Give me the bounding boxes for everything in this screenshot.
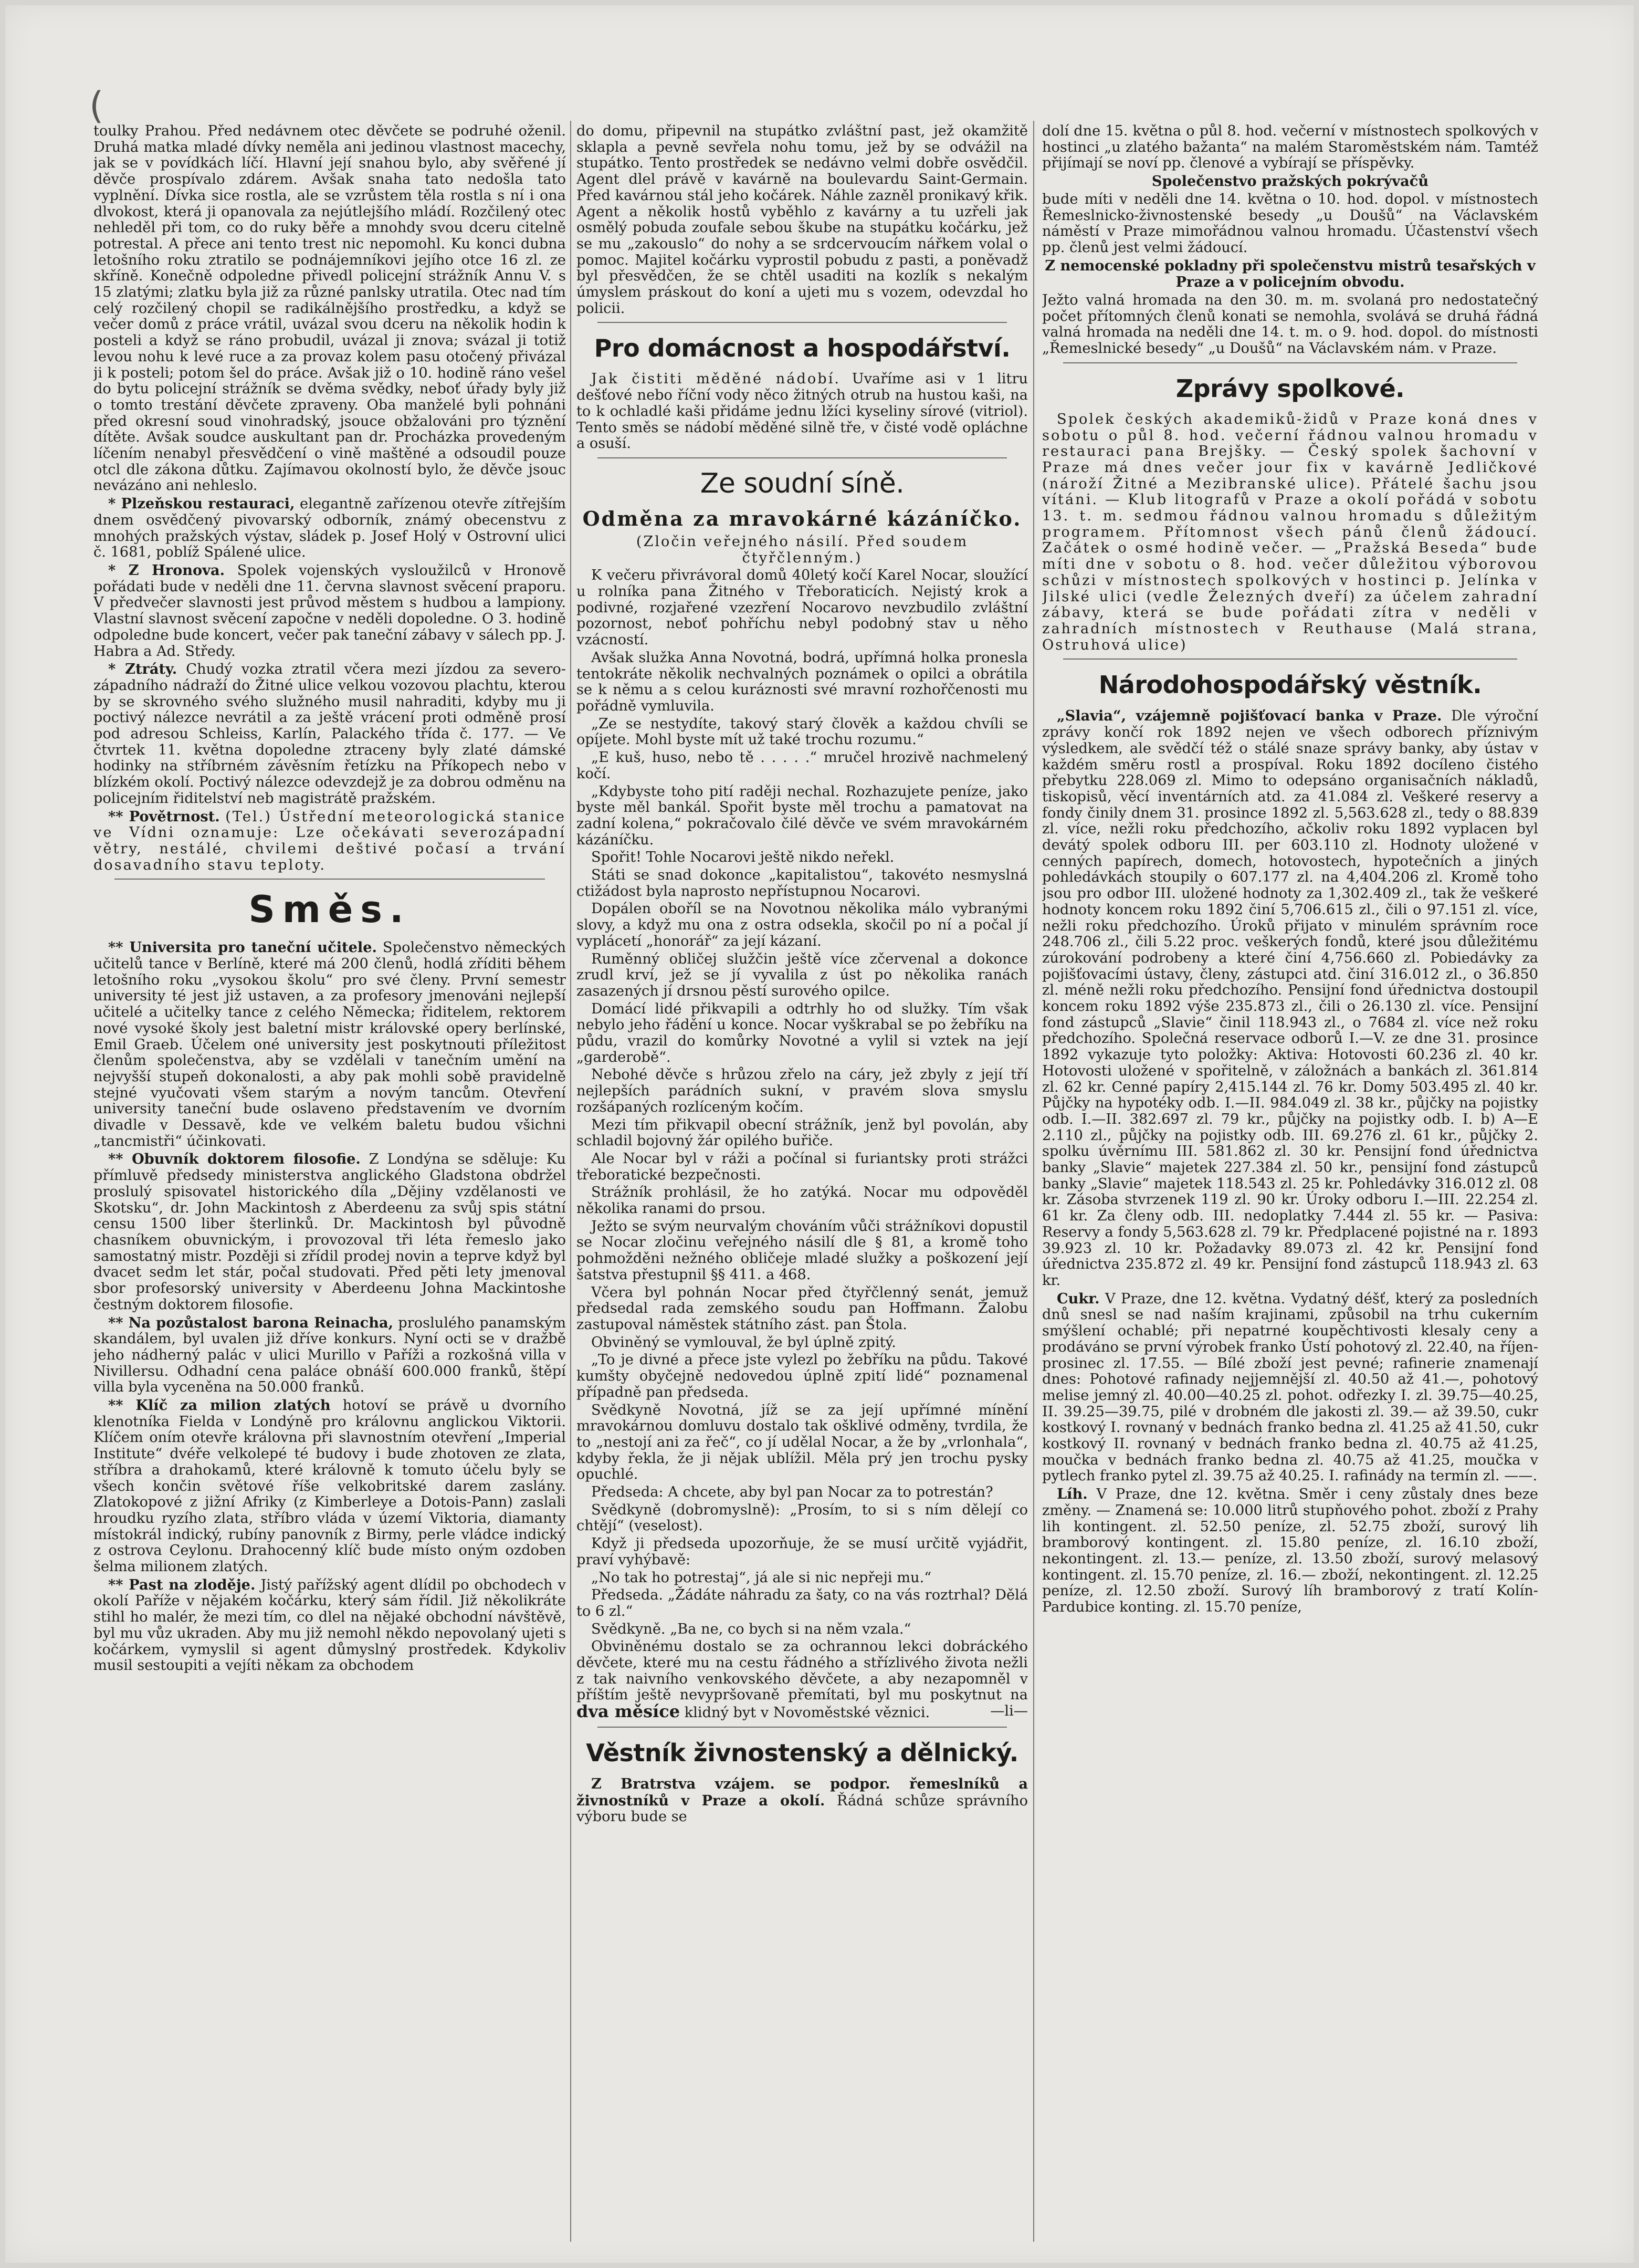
article-paragraph: Domácí lidé přikvapili a odtrhly ho od služky. Tím však nebylo jeho řádění u konce. Nocar vyškrabal se po žebříku na půdu, vrazil do komůrky Novotné a vylil si vztek na její „garderobě“. — [576, 1000, 1028, 1065]
section-divider — [597, 457, 1007, 458]
item-lead: ** Na pozůstalost barona Reinacha, — [108, 1314, 394, 1331]
item-text: elegantně zařízenou otevře zítřejším dnem osvědčený pivovarský odborník, známý obecenstvu z mnohých pražských výstav, sládek p. Josef Holý v Ostrovní ulici č. 1681, poblíž Spálené ulice. — [93, 496, 566, 561]
article-paragraph — [576, 1639, 1028, 1721]
article-paragraph: Spořit! Tohle Nocarovi ještě nikdo neřekl. — [591, 849, 895, 866]
section-heading-zpravy-spolkove: Zprávy spolkové. — [1175, 374, 1405, 403]
news-item — [1042, 1291, 1538, 1485]
column-divider-1 — [570, 121, 571, 2242]
article-paragraph: Avšak služka Anna Novotná, bodrá, upřímná holka pronesla tentokráte několik nechvalných poznámek o opilci a obrátila se k němu a s celou kuráznosti své mravní rozhořčenosti mu pořádně vymluvila. — [576, 649, 1028, 714]
item-text: proslulého panamským skandálem, byl uvalen již dříve konkurs. Nyní octi se v dražbě jeho nádherný palác v ulici Murillo v Paříži a rozkošná villa v Nivillersu. Odhadní cena paláce obnáší 600.000 franků, štěpí villa byla vyceněna na 50.000 franků. — [93, 1314, 566, 1396]
article-text: dolí dne 15. května o půl 8. hod. večerní v místnostech spolkových v hostinci „u zlatého bažanta“ na malém Staroměstském nám. Tamtéž přijímají se noví pp. členové a vybírají se příspěvky. — [1042, 123, 1538, 172]
section-divider — [1063, 659, 1517, 660]
item-text: bude míti v neděli dne 14. května o 10. hod. dopol. v místnostech Řemeslnicko-živnostenské besedy „u Doušů“ na Václavském náměstí v Praze mimořádnou valnou hromadu. Účastenství všech pp. členů jest velmi žádoucí. — [1042, 191, 1538, 256]
article-title: Odměna za mravokárné kázáníčko. — [582, 506, 1022, 530]
item-lead: Líh. — [1057, 1486, 1088, 1503]
newspaper-page — [5, 5, 1634, 2263]
news-item — [1042, 1486, 1538, 1616]
item-text: Jistý pařížský agent dlídil po obchodech v okolí Paříže v nějakém kočárku, který sám řídil. Již několikráte stihl ho malér, že mezi tím, co dlel na nějaké obchodní návštěvě, byl mu vůz ukraden. Aby mu již nemohl někdo nepovolaný ujeti s kočárkem, vymyslil si agent důmyslný prostředek. Kdykoliv musil sestoupiti a vejíti někam za obchodem — [93, 1576, 566, 1674]
emphasis: dva měsíce — [576, 1701, 680, 1722]
section-divider — [597, 322, 1007, 323]
article-paragraph: „No tak ho potrestaj“, já ale si nic nepřeji mu.“ — [591, 1569, 932, 1586]
article-paragraph: „Ze se nestydíte, takový starý člověk a každou chvíli se opíjete. Mohl byste mít už také trochu rozumu.“ — [576, 715, 1028, 748]
section-heading-narodohospodarsky: Národohospodářský věstník. — [1098, 671, 1482, 699]
article-text: do domu, připevnil na stupátko zvláštní past, jež okamžitě sklapla a pevně sevřela nohu tomu, jež by se odvážil na stupátko. Tento prostředek se nedávno velmi dobře osvědčil. Agent dlel právě v kavárně na boulevardu Saint-Germain. Před kavárnou stál jeho kočárek. Náhle zazněl pronikavý křik. Agent a několik hostů vyběhlo z kavárny a tu uzřeli jak osmělý pobuda zoufale sebou škube na stupátku kočárku, jež se mu „zakouslo“ do nohy a se srdcervoucím nářkem volal o pomoc. Majitel kočárku vyprostil pobudu z pasti, a poněvadž byl přesvědčen, že se chtěl usaditi na kozlík s nekalým úmyslem práskout do koní a ujeti mu s vozem, odevzdal ho policii. — [576, 123, 1028, 317]
news-item — [1042, 708, 1538, 1289]
article-paragraph: Obviněný se vymlouval, že byl úplně zpitý. — [591, 1334, 896, 1351]
section-heading-smes: Směs. — [248, 888, 411, 932]
article-paragraph: Mezi tím přikvapil obecní strážník, jenž byl povolán, aby schladil bojovný žár opilého buřiče. — [576, 1116, 1028, 1149]
article-paragraph: Včera byl pohnán Nocar před čtyřčlenný senát, jemuž předsedal rada zemského soudu pan Hoffmann. Žalobu zastupoval náměstek státního zást. pan Štola. — [576, 1284, 1028, 1333]
news-item — [576, 371, 1028, 452]
column-3 — [1042, 123, 1538, 2242]
item-lead: * Z Hronova. — [108, 561, 225, 579]
item-text: Chudý vozka ztratil včera mezi jízdou za severo-západního nádraží do Žitné ulice velkou vozovou plachtu, kterou by se skrovného svého služného musil nahraditi, kdyby mu ji poctivý nálezce nevrátil a za ještě vrácení proti odměně prosí pod adresou Schleiss, Karlín, Palackého třída č. 177. — Ve čtvrtek 11. května dopoledne ztraceny byly zlaté dámské hodinky na stříbrném závěsním řetízku na Příkopech nebo v blízkém okolí. Poctivý nálezce odevzdejž je za dobrou odměnu na policejním řiditelství neb magistrátě pražském. — [93, 661, 566, 807]
item-lead: „Slavia“, vzájemně pojišťovací banka v Praze. — [1057, 707, 1442, 725]
item-text: Obviněnému dostalo se za ochrannou lekci dobráckého děvčete, které mu na cestu řádného a střízlivého života nežli z tak naivního venkovského děvčete, a aby nezapomněl v příštím ještě nevypršovaně přemítati, byl mu poskytnut na — [576, 1638, 1028, 1703]
news-item — [93, 1315, 566, 1396]
item-lead: ** Past na zloděje. — [108, 1576, 256, 1593]
item-text: V Praze, dne 12. května. Vydatný déšť, který za posledních dnů snesl se nad naším krajinami, způsobil na trhu cukerním smýšlení ochablé; při nepatrné koupěchtivosti klesaly ceny a prodáváno se první výrobek franko Ústí pohotový zl. 22.40, na říjen-prosinec zl. 17.55. — Bílé zboží jest pevné; rafinerie znamenají dnes: Pohotové rafinady nejjemnější zl. 40.50 až 41.—, pohotový melise jemný zl. 40.00—40.25 zl. pohot. odřezky I. zl. 39.75—40.25, II. 39.25—39.75, pilé v drobném dle jakosti zl. 39.— až 39.50, cukr kostkový I. rovnaný v bednách franko bedna zl. 41.25 až 41.50, cukr kostkový II. rovnaný v bednách franko bedna zl. 40.75 až 41.25, moučka v bednách franko bedna zl. 40.75 až 41.25, moučka v pytlech franko pytel zl. 39.75 až 40.25. I. rafinády na termín zl. ——. — [1042, 1290, 1538, 1485]
item-lead-line — [1042, 258, 1538, 291]
item-text: klidný byt v Novoměstské věznici. — [684, 1705, 930, 1721]
news-item — [93, 661, 566, 807]
item-lead: ** Universita pro taneční učitele. — [108, 939, 377, 956]
article-paragraph: Svědkyně. „Ba ne, co bych si na něm vzala.“ — [591, 1621, 911, 1637]
item-lead: Společenstvo pražských pokrývačů — [1151, 173, 1429, 190]
section-heading-domacnost: Pro domácnost a hospodářství. — [594, 334, 1011, 363]
news-item — [93, 496, 566, 561]
article-paragraph: Svědkyně Novotná, jíž se za její upřímné mínění mravokárnou domluvu dostalo tak ošklivé odměny, tvrdila, že to „nestojí ani za řeč“, co jí udělal Nocar, a že by „vrlonhala“, kdyby řekla, že ji nějak ublížil. Měla prý jen trochu pysky opuchlé. — [576, 1402, 1028, 1483]
item-lead: ** Klíč za milion zlatých — [108, 1397, 331, 1414]
section-divider — [597, 1727, 1007, 1728]
section-divider — [1063, 362, 1517, 363]
article-text: toulky Prahou. Před nedávnem otec děvčete se podruhé oženil. Druhá matka mladé dívky neměla ani jedinou vlastnost macechy, jak se v povídkách líčí. Hlavní její snahou bylo, aby svěřené jí děvče prospívalo zdárem. Avšak snaha tato nedošla tato vyplnění. Dívka sice rostla, ale se vzrůstem těla rostla s ní i ona dlvokost, která ji opanovala za nejútlejšího mládí. Rozčilený otec nehleděl při tom, co do ruky běře a mnohdy svou dceru citelně potrestal. A přece ani tento trest nic nepomohl. Ku konci dubna letošního roku ztratilo se podnájemníkovi jejího otce 16 zl. ze skříně. Konečně odpoledne přivedl policejní strážník Annu V. s 15 zlatými; zlatku byla již za různé panlsky utratila. Otec nad tím celý rozčilený chopil se radikálnějšího prostředku, a když se večer domů z práce vrátil, uvázal svou dceru na několik hodin k posteli a když se ráno probudil, uvázal ji znova; svázal ji totiž levou nohu k levé ruce a za provaz kolem pasu otočený přivázal ji k posteli; potom šel do práce. Avšak již o 10. hodině ráno vešel do bytu policejní strážník se dvěma svědky, neboť úřady byly již o tomto trestání děvčete zpraveny. Oba manželé byli pohnáni před okresní soud vinohradský, jsouce obžalováni pro týznění dítěte. Avšak soudce auskultant pan dr. Procházka provedeným líčením nenabyl přesvědčení o vině maštěné a odsoudil pouze otcl dle zákona důtku. Zajímavou okolností bylo, že děvče jsouc nevázáno ani nehleslo. — [93, 123, 566, 494]
item-lead-line — [1042, 173, 1538, 190]
column-divider-2 — [1033, 121, 1034, 2242]
item-text: Řádná schůze správního výboru bude se — [576, 1792, 1028, 1825]
column-1 — [93, 123, 566, 2242]
item-text: hotoví se právě u dvorního klenotníka Fielda v Londýně pro královnu anglickou Viktorii. Klíčem oním otevře královna při slavnostním otevření „Imperial Institute“ dvéře velkolepé té budovy i bude zhotoven ze zlata, stříbra a drahokamů, které královně k tomuto účelu byly se všech končin světové říše velkobritské darem zaslány. Zlatokopové z jižní Afriky (z Kimberleye a Dotois-Pann) zaslali hroudku ryzího zlata, stříbro vláda v území Viktoria, diamanty místokrál indický, rubíny panovník z Birmy, perle vládce indický z ostrova Ceylonu. Drahocenný klíč bude místo oným ozdoben šelma milionem zlatých. — [93, 1397, 566, 1575]
article-paragraph: Předseda: A chcete, aby byl pan Nocar za to potrestán? — [591, 1484, 993, 1501]
news-item — [93, 1577, 566, 1674]
news-item — [93, 939, 566, 1149]
item-text: V Praze, dne 12. května. Směr i ceny zůstaly dnes beze změny. — Znamená se: 10.000 litrů stupňového pohot. zboží z Prahy lih kontingent. zl. 52.50 peníze, zl. 52.75 zboží, surový lih bramborový kontingent. zl. 15.80 peníze, zl. 16.10 zboží, nekontingent. zl. 13.— peníze, zl. 13.50 zboží, surový melasový kontingent. zl. 15.70 peníze, zl. 16.— zboží, nekontingent. zl. 12.25 peníze, zl. 12.50 zboží. Surový líh bramborový z tratí Kolín-Pardubice konting. zl. 15.70 peníze, — [1042, 1486, 1538, 1616]
item-text: (Tel.) Ústřední meteorologická stanice ve Vídni oznamuje: Lze očekávati severozápadní větry, nestálé, chvilemi deštivé počasí a trvání dosavadního stavu teploty. — [93, 808, 566, 873]
section-heading-soudni-sin: Ze soudní síně. — [700, 467, 905, 499]
page-corner-mark: ( — [89, 84, 104, 127]
news-item — [576, 1776, 1028, 1825]
news-item — [93, 809, 566, 874]
article-paragraph: Ale Nocar byl v ráži a počínal si furiantsky proti strážci třeboratické bezpečnosti. — [576, 1150, 1028, 1183]
item-lead: * Plzeňskou restauraci, — [108, 495, 295, 513]
author-signature: —li— — [990, 1703, 1028, 1720]
item-lead: * Ztráty. — [108, 661, 177, 678]
article-paragraph: Svědkyně (dobromyslně): „Prosím, to si s ním dělejí co chtějí“ (veselost). — [576, 1501, 1028, 1534]
article-paragraph: „Kdybyste toho pití raději nechal. Rozhazujete peníze, jako byste měl bankál. Spořit byste měl trochu a pamatovat na zadní kolena,“ pokračovalo čilé děvče ve svém mravokárném kázáníčku. — [576, 783, 1028, 848]
article-paragraph: Ruměnný obličej služčin ještě více zčervenal a dokonce zrudl krví, jež se jí vyvalila z úst po několika ranách zasazených jí drsnou pěstí surového opilce. — [576, 950, 1028, 999]
news-item — [93, 1397, 566, 1575]
column-2 — [576, 123, 1028, 2242]
item-text: Z Londýna se sděluje: Ku přímluvě předsedy ministerstva anglického Gladstona obdržel proslulý spisovatel historického díla „Dějiny vzdělanosti ve Skotsku“, dr. John Mackintosh z Aberdeenu za svůj spis státní censu 1500 liber šterlinků. Dr. Mackintosh byl původně chasníkem obuvnickým, i provozoval tři léta řemeslo jako samostatný mistr. Později si zřídil prodej novin a teprve když byl dvacet sedm let stár, počal studovati. Před pěti lety jmenoval sbor profesorský university v Aberdeenu Johna Mackintoshe čestným doktorem filosofie. — [93, 1151, 566, 1313]
item-lead: Z Bratrstva vzájem. se podpor. řemeslníků a živnostníků v Praze a okolí. — [576, 1775, 1028, 1809]
news-item — [93, 562, 566, 660]
item-text: Ježto valná hromada na den 30. m. m. svolaná pro nedostatečný počet přítomných členů konati se nemohla, svolává se druhá řádná valná hromada na neděli dne 14. t. m. o 9. hod. dopol. do místnosti „Řemeslnické besedy“ „u Doušů“ na Václavském nám. v Praze. — [1042, 292, 1538, 357]
item-text: Dle výroční zprávy končí rok 1892 nejen ve všech odborech příznivým výsledkem, ale svědčí též o stálé snaze správy banky, aby ústav v každém směru rostl a prospíval. Roku 1892 docíleno čistého přebytku 228.069 zl. Mimo to odepsáno organisačních nákladů, tiskopisů, věcí inventárních atd. za 41.084 zl. Veškeré reservy a fondy činily dnem 31. prosince 1892 zl. 5,563.628 zl., tedy o 88.839 zl. více, nežli roku předchozího, ačkoliv roku 1892 vyplacen byl devátý spolek odboru III. per 603.110 zl. Hodnoty uložené v cenných papírech, domech, hotovostech, hypotečních a jiných pohledávkách stoupily o 607.177 zl. na 4,404.206 zl. Kromě toho jsou pro odbor III. uložené hodnoty za 1,302.409 zl., tak že veškeré hodnoty koncem roku 1892 činí 5,706.615 zl., čili o 97.151 zl. více, nežli roku předchozího. Úroků přijato v minulém správním roce 248.706 zl., čili 5.22 proc. veškerých fondů, které jsou důležitému zúrokování podrobeny a které činí 4,756.660 zl. Pobiedávky za pojišťovacími ústavy, členy, zástupci atd. činí 316.012 zl., o 36.850 zl. méně nežli roku předchozího. Pensijní fond úřednictva dostoupil koncem roku 1892 výše 235.873 zl., čili o 26.130 zl. více. Pensijní fond zástupců „Slavie“ činil 118.943 zl., o 7684 zl. více než roku předchozího. Společná reservace odborů I.—V. ze dne 31. prosince 1892 vykazuje tyto položky: Aktiva: Hotovosti 60.236 zl. 40 kr. Hotovosti uložené v spořitelně, v záložnách a bankách zl. 361.814 zl. 62 kr. Cenné papíry 2,415.144 zl. 76 kr. Domy 503.495 zl. 40 kr. Půjčky na hypotéky odb. I.—II. 984.049 zl. 38 kr., půjčky na pojistky odb. I.—II. 382.697 zl. 79 kr., půjčky na pojistky odb. I. b) A—E 2.110 zl., půjčky na pojistky odb. III. 69.276 zl. 61 kr., půjčky 2. spolku úvěrnímu III. 581.862 zl. 30 kr. Pensijní fond úřednictva banky „Slavie“ majetek 227.384 zl. 50 kr., pensijní fond zástupců banky „Slavie“ majetek 118.543 zl. 25 kr. Pohledávky 316.012 zl. 08 kr. Zásoba stvrzenek 119 zl. 90 kr. Úroky odboru I.—III. 22.254 zl. 61 kr. Za členy odb. III. nedoplatky 7.444 zl. 55 kr. — Pasiva: Reservy a fondy 5,563.628 zl. 79 kr. Předplacené pojistné na r. 1893 39.923 zl. 10 kr. Požadavky 89.073 zl. 42 kr. Pensijní fond úřednictva 235.872 zl. 49 kr. Pensijní fond zástupců 118.943 zl. 63 kr. — [1042, 708, 1538, 1289]
article-paragraph: Dopálen oboříl se na Novotnou několika málo vybranými slovy, a když mu ona z ostra odsekla, skočil po ní a počal jí vyplácetí „honorář“ za její kázaní. — [576, 901, 1028, 949]
item-text: Společenstvo německých učitelů tance v Berlíně, které má 200 členů, hodlá zříditi během letošního roku „vysokou školu“ pro své členy. První semestr university té jest již ustaven, a za profesory jmenováni nejlepší učitelé a učitelky tance z celého Německa; řiditelem, rektorem nové vysoké školy jest baletní mistr královské opery berlínské, Emil Graeb. Účelem oné university jest poskytnouti příležitost členům společenstva, aby se vzdělali v tanečním umění na nejvyšší stupeň dokonalosti, a aby pak mohli sobě pravidelně stejné vyučovati všem starým a novým tancům. Otevření university taneční bude oslaveno představením ve dvorním divadle v Dessavě, kde ve velkém baletu budou všichni „tancmistři“ účinkovati. — [93, 939, 566, 1149]
item-lead: Cukr. — [1057, 1290, 1100, 1307]
article-paragraph: Nebohé děvče s hrůzou zřelo na cáry, jež zbyly z její tří nejlepších parádních sukní, v pravém slova smyslu rozšápaných rozlíceným kočím. — [576, 1067, 1028, 1115]
item-text: Uvaříme asi v 1 litru dešťové nebo říční vody něco žitných otrub na hustou kaši, na to k ochladlé kaši přidáme jednu lžíci kyseliny sírové (vitriol). Tento směs se nádobí měděné silně tře, v čisté vodě opláchne a osuší. — [576, 371, 1028, 452]
article-paragraph: Strážník prohlásil, že ho zatýká. Nocar mu odpověděl několika ranami do prsou. — [576, 1184, 1028, 1217]
item-lead: ** Povětrnost. — [108, 808, 220, 825]
item-text: Spolek vojenských vysloužilců v Hronově pořádati bude v neděli dne 11. června slavnost svěcení praporu. V předvečer slavnosti jest průvod městem s hudbou a lampiony. Vlastní slavnost svěcení započne v neděli dopoledne. O 3. hodině odpoledne bude koncert, večer pak taneční zábavy v sálech pp. J. Habra a Ad. Středy. — [93, 562, 566, 660]
article-paragraph: Když ji předseda upozorňuje, že se musí určitě vyjádřit, praví vyhýbavě: — [576, 1535, 1028, 1568]
section-divider — [114, 879, 545, 880]
article-paragraph: Předseda. „Žádáte náhradu za šaty, co na vás roztrhal? Dělá to 6 zl.“ — [576, 1587, 1028, 1619]
article-paragraph: „To je divné a přece jste vylezl po žebříku na půdu. Takové kumšty obyčejně nedovedou úplně zpití lidé“ poznamenal případně pan předseda. — [576, 1352, 1028, 1400]
article-paragraph: „E kuš, huso, nebo tě . . . . .“ mručel hrozivě nachmelený kočí. — [576, 749, 1028, 782]
news-item — [93, 1151, 566, 1313]
article-paragraph: Ježto se svým neurvalým chováním vůči strážníkovi dopustil se Nocar zločinu veřejného násilí dle § 81, a kromě toho pohmožděni nežného obličeje mladé služky a poškození její šatstva přestupnil §§ 411. a 468. — [576, 1218, 1028, 1283]
item-lead: ** Obuvník doktorem filosofie. — [108, 1151, 361, 1168]
article-subtitle: (Zločin veřejného násilí. Před soudem čtyřčlenným.) — [636, 533, 969, 566]
article-paragraph: Státi se snad dokonce „kapitalistou“, takovéto nesmyslná ctižádost byla naprosto nepřístupnou Nocarovi. — [576, 867, 1028, 900]
item-lead: Z nemocenské pokladny při společenstvu mistrů tesařských v Praze a v policejním obvodu. — [1045, 257, 1536, 291]
article-paragraph: Spolek českých akademiků-židů v Praze koná dnes v sobotu o půl 8. hod. večerní řádnou valnou hromadu v restauraci pana Brejšky. — Český spolek šachovní v Praze má dnes večer jour fix v kavárně Jedličkové (nároží Žitné a Mezibranské ulice). Přátelé šachu jsou vítáni. — Klub litografů v Praze a okolí pořádá v sobotu 13. t. m. sedmou řádnou valnou hromadu s důležitým programem. Přítomnost všech pánů členů žádoucí. Začátek o osmé hodině večer. — „Pražská Beseda“ bude míti dne v sobotu o 8. hod. večer důležitou výborovou schůzi v místnostech spolkových v hostinci p. Jelínka v Jilské ulici (vedle Železných dveří) za účelem zahradní zábavy, která se bude pořádati zítra v neděli v zahradních místnostech v Reuthause (Malá strana, Ostruhová ulice) — [1042, 411, 1538, 653]
section-heading-vestnik-zivnostensky: Věstník živnostenský a dělnický. — [586, 1738, 1018, 1767]
item-lead: Jak čistiti měděné nádobí. — [591, 371, 841, 388]
article-paragraph: K večeru přivrávoral domů 40letý kočí Karel Nocar, sloužící u rolníka pana Žitného v Třeboraticích. Nejistý krok a podivné, rozjařené vzezření Nocarovo nevzbudilo zvláštní pozornost, neboť pohříchu nebyl podobný stav u něho vzácností. — [576, 567, 1028, 649]
